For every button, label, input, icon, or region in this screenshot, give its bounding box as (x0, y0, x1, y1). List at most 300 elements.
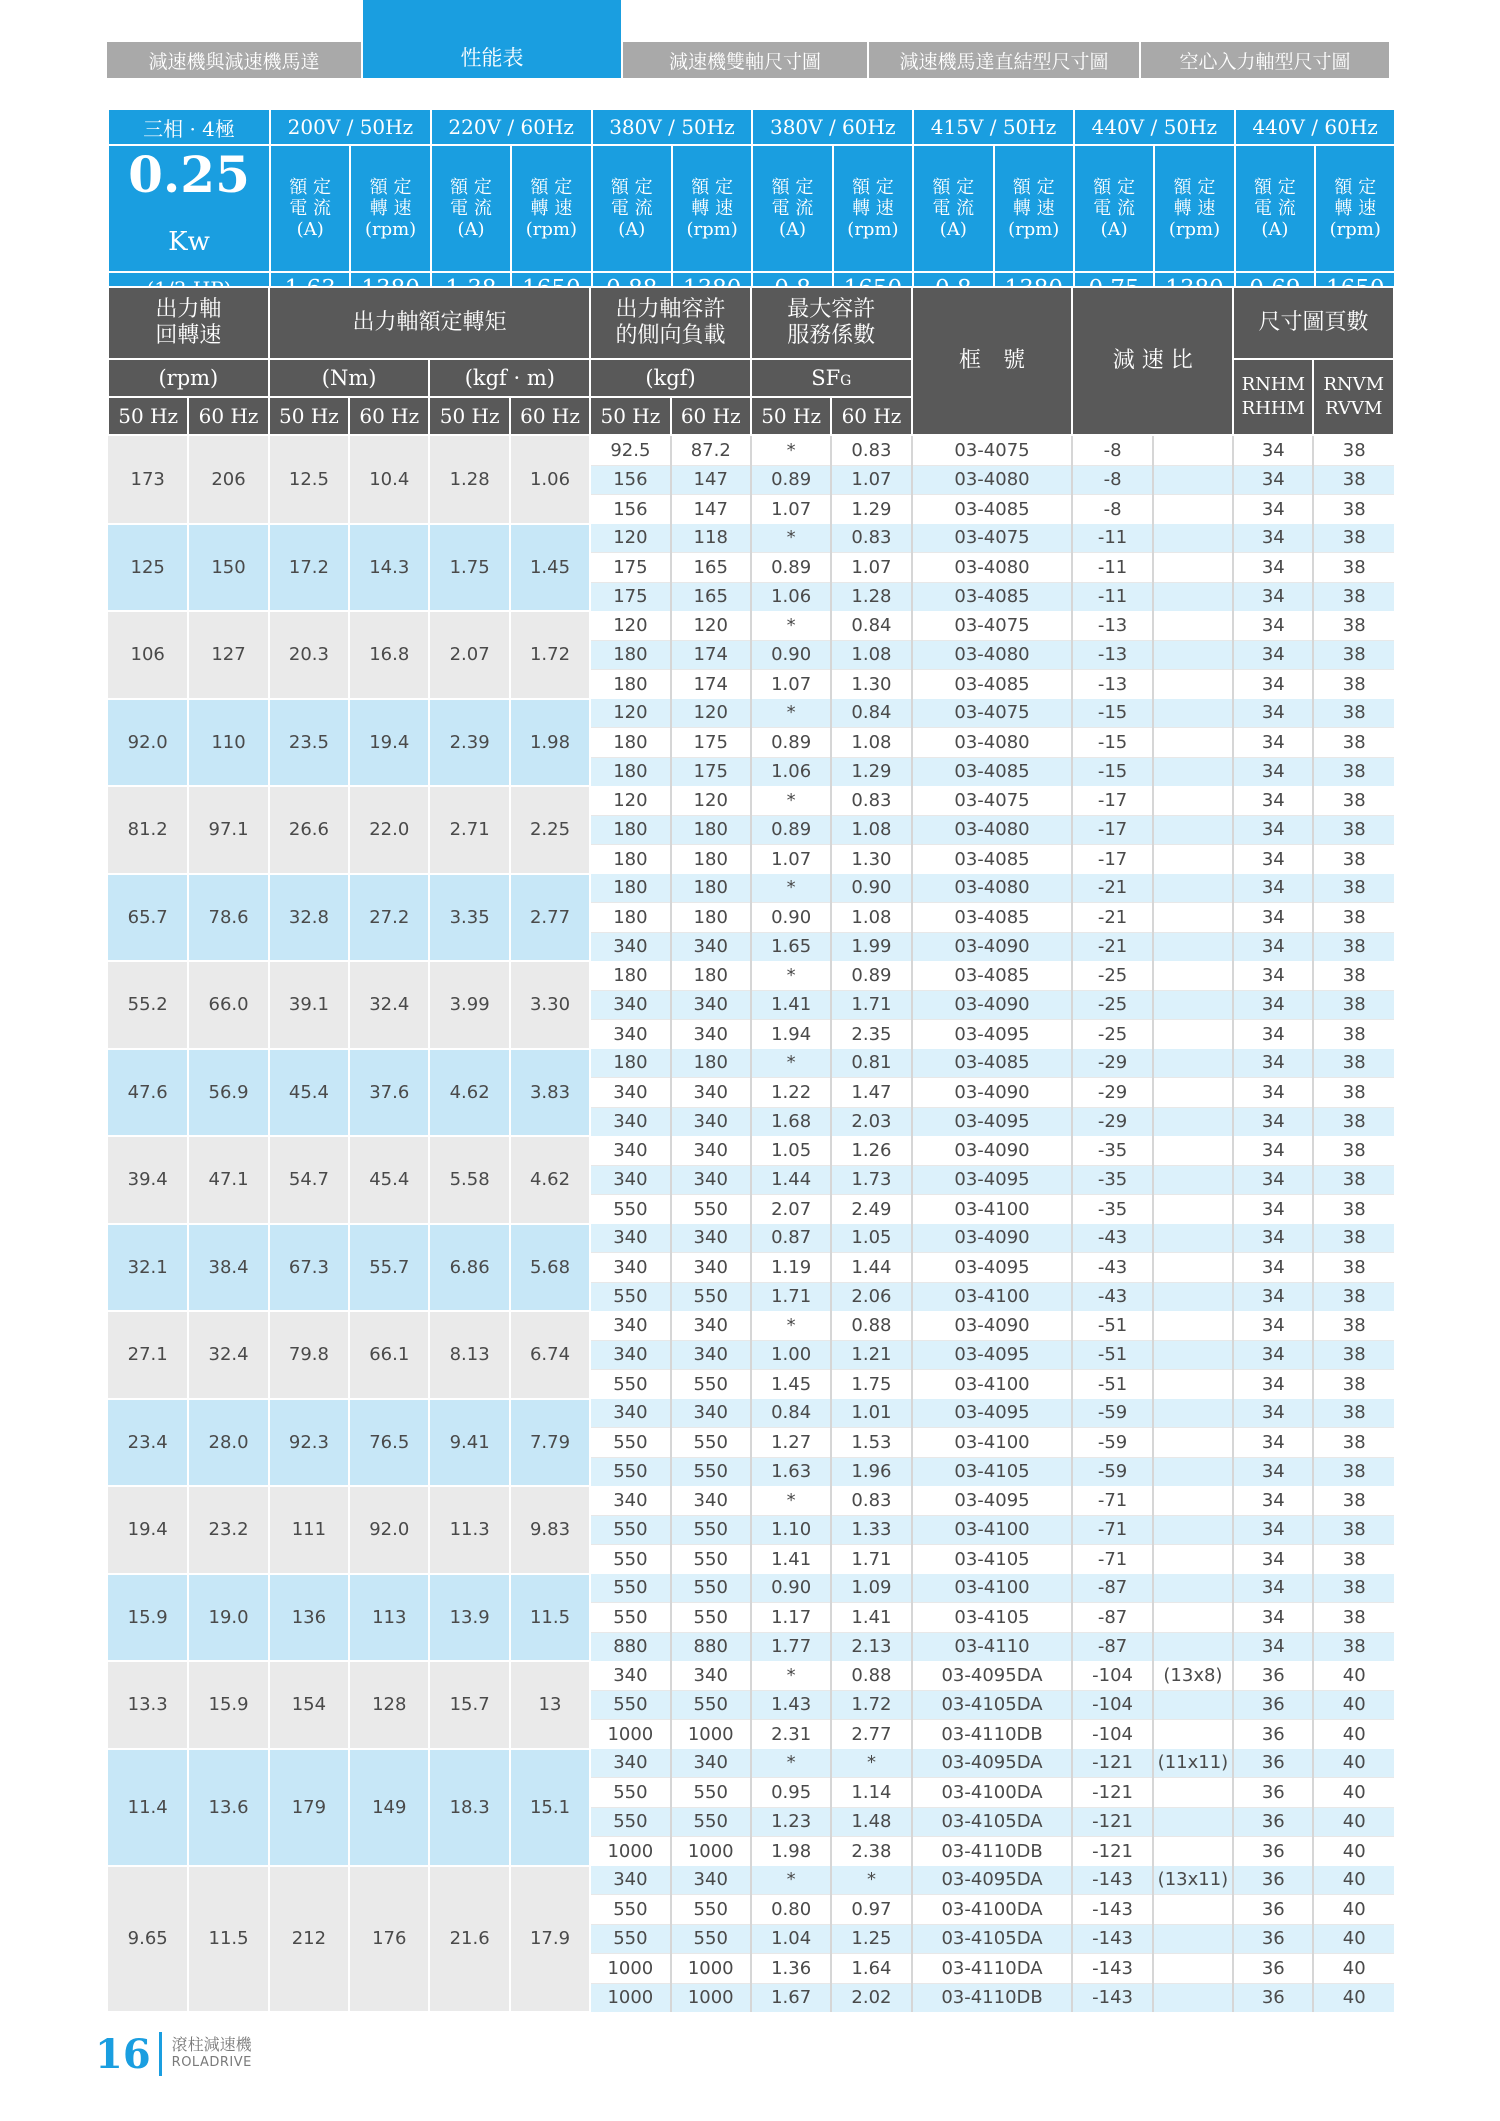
dim-page-horizontal: 34 (1233, 1632, 1313, 1661)
rated-current-label (913, 145, 993, 272)
torque-kgf-60hz: 13 (510, 1661, 590, 1749)
speed-50hz: 9.65 (108, 1866, 188, 2013)
motor-spec-table (107, 108, 1396, 307)
reduction-ratio: -87 (1072, 1603, 1152, 1633)
speed-60hz: 15.9 (188, 1661, 268, 1749)
ratio-note (1153, 1399, 1233, 1428)
frame-number: 03-4105 (912, 1545, 1073, 1574)
reduction-ratio: -87 (1072, 1574, 1152, 1603)
reduction-ratio: -104 (1072, 1661, 1152, 1690)
torque-kgf-50hz: 6.86 (429, 1224, 509, 1312)
tab-performance-table[interactable]: 性能表 (363, 0, 621, 78)
side-load-60hz: 1000 (671, 1983, 751, 2012)
frame-number: 03-4110DB (912, 1720, 1073, 1749)
dim-page-vertical: 38 (1313, 582, 1394, 611)
side-load-60hz: 1000 (671, 1954, 751, 1984)
ratio-note (1153, 786, 1233, 815)
service-factor-50hz: * (751, 1866, 831, 1895)
label-line: 額 定 (369, 177, 412, 198)
service-factor-60hz: 1.96 (831, 1457, 911, 1486)
torque-kgf-60hz: 6.74 (510, 1311, 590, 1399)
service-factor-50hz: 2.07 (751, 1195, 831, 1224)
dim-page-horizontal: 34 (1233, 495, 1313, 524)
dim-page-vertical: 40 (1313, 1983, 1394, 2012)
dim-page-horizontal: 36 (1233, 1749, 1313, 1778)
side-load-60hz: 340 (671, 1078, 751, 1108)
frame-number: 03-4105DA (912, 1924, 1073, 1954)
side-load-50hz: 180 (590, 903, 670, 933)
dim-page-horizontal: 36 (1233, 1983, 1313, 2012)
torque-kgf-60hz: 2.77 (510, 874, 590, 962)
service-factor-50hz: 1.05 (751, 1136, 831, 1165)
side-load-60hz: 550 (671, 1807, 751, 1837)
table-row (108, 1749, 1394, 1778)
service-factor-60hz: 1.26 (831, 1136, 911, 1165)
torque-nm-60hz: 32.4 (349, 961, 429, 1049)
frame-number: 03-4090 (912, 1136, 1073, 1165)
table-row (108, 699, 1394, 728)
ratio-note (1153, 728, 1233, 758)
ratio-note (1153, 1486, 1233, 1515)
service-factor-60hz: 0.84 (831, 611, 911, 640)
dim-page-horizontal: 34 (1233, 1020, 1313, 1049)
service-factor-60hz: 1.71 (831, 990, 911, 1020)
service-factor-50hz: 1.77 (751, 1632, 831, 1661)
rated-speed-label (1315, 145, 1395, 272)
dim-page-horizontal: 34 (1233, 1311, 1313, 1340)
reduction-ratio: -17 (1072, 845, 1152, 874)
label-line: 額 定 (289, 177, 332, 198)
service-factor-50hz: 0.84 (751, 1399, 831, 1428)
frame-number: 03-4085 (912, 582, 1073, 611)
torque-nm-50hz: 212 (269, 1866, 349, 2013)
ratio-note: (11x11) (1153, 1749, 1233, 1778)
service-factor-60hz: 1.09 (831, 1574, 911, 1603)
torque-nm-60hz: 14.3 (349, 524, 429, 612)
label-line: (rpm) (1168, 219, 1221, 240)
label-line: 電 流 (450, 198, 492, 219)
ratio-note (1153, 1545, 1233, 1574)
side-load-50hz: 340 (590, 1136, 670, 1165)
side-load-60hz: 550 (671, 1195, 751, 1224)
dim-page-horizontal: 34 (1233, 1399, 1313, 1428)
torque-kgf-50hz: 11.3 (429, 1486, 509, 1574)
dim-page-horizontal: 34 (1233, 1195, 1313, 1224)
service-factor-60hz: 1.21 (831, 1340, 911, 1370)
ratio-note (1153, 1690, 1233, 1720)
dim-page-vertical: 38 (1313, 1399, 1394, 1428)
service-factor-60hz: 1.07 (831, 465, 911, 495)
service-factor-60hz: 1.48 (831, 1807, 911, 1837)
dim-page-horizontal: 34 (1233, 757, 1313, 786)
frame-number: 03-4110DA (912, 1954, 1073, 1984)
table-row (108, 1486, 1394, 1515)
side-load-50hz: 92.5 (590, 435, 670, 465)
side-load-60hz: 340 (671, 1866, 751, 1895)
speed-60hz: 206 (188, 435, 268, 524)
service-factor-50hz: 0.89 (751, 465, 831, 495)
reduction-ratio: -35 (1072, 1195, 1152, 1224)
frame-number: 03-4090 (912, 990, 1073, 1020)
reduction-ratio: -13 (1072, 611, 1152, 640)
speed-60hz: 150 (188, 524, 268, 612)
dim-page-vertical: 38 (1313, 961, 1394, 990)
service-factor-60hz: 1.08 (831, 815, 911, 845)
speed-50hz: 47.6 (108, 1049, 188, 1137)
dim-page-horizontal: 34 (1233, 874, 1313, 903)
side-load-60hz: 1000 (671, 1837, 751, 1866)
frame-number: 03-4095 (912, 1107, 1073, 1136)
rated-speed-label (1154, 145, 1234, 272)
speed-50hz: 11.4 (108, 1749, 188, 1866)
dim-page-horizontal: 34 (1233, 1545, 1313, 1574)
reduction-ratio: -143 (1072, 1954, 1152, 1984)
torque-nm-50hz: 92.3 (269, 1399, 349, 1487)
frame-number: 03-4095 (912, 1340, 1073, 1370)
dim-page-vertical: 38 (1313, 1224, 1394, 1253)
service-factor-60hz: 2.49 (831, 1195, 911, 1224)
dim-page-vertical: 38 (1313, 1545, 1394, 1574)
reduction-ratio: -71 (1072, 1545, 1152, 1574)
service-factor-50hz: 1.23 (751, 1807, 831, 1837)
torque-nm-60hz: 45.4 (349, 1136, 429, 1224)
torque-kgf-50hz: 9.41 (429, 1399, 509, 1487)
torque-kgf-60hz: 1.06 (510, 435, 590, 524)
speed-50hz: 23.4 (108, 1399, 188, 1487)
torque-nm-50hz: 136 (269, 1574, 349, 1662)
speed-50hz: 27.1 (108, 1311, 188, 1399)
ratio-note (1153, 640, 1233, 670)
service-factor-60hz: 1.53 (831, 1428, 911, 1458)
service-factor-50hz: 2.31 (751, 1720, 831, 1749)
torque-nm-50hz: 79.8 (269, 1311, 349, 1399)
speed-60hz: 110 (188, 699, 268, 787)
tab-hollow-input-dimensions[interactable]: 空心入力軸型尺寸圖 (1141, 42, 1389, 78)
side-load-50hz: 1000 (590, 1837, 670, 1866)
frame-number: 03-4085 (912, 1049, 1073, 1078)
ratio-note (1153, 990, 1233, 1020)
torque-nm-50hz: 17.2 (269, 524, 349, 612)
side-load-60hz: 340 (671, 1136, 751, 1165)
label-line: (A) (939, 219, 967, 240)
tab-direct-coupled-dimensions[interactable]: 減速機馬達直結型尺寸圖 (869, 42, 1139, 78)
reduction-ratio: -51 (1072, 1311, 1152, 1340)
label-line: 額 定 (450, 177, 492, 198)
service-factor-50hz: 0.87 (751, 1224, 831, 1253)
service-factor-60hz: 2.03 (831, 1107, 911, 1136)
dim-page-vertical: 38 (1313, 495, 1394, 524)
label-line: 轉 速 (852, 198, 894, 219)
reduction-ratio: -15 (1072, 757, 1152, 786)
tab-dual-shaft-dimensions[interactable]: 減速機雙軸尺寸圖 (623, 42, 867, 78)
reduction-ratio: -121 (1072, 1837, 1152, 1866)
table-row (108, 1399, 1394, 1428)
side-load-50hz: 550 (590, 1195, 670, 1224)
header-60hz: 60 Hz (349, 397, 429, 435)
torque-kgf-60hz: 9.83 (510, 1486, 590, 1574)
side-load-60hz: 550 (671, 1282, 751, 1311)
dim-page-horizontal: 34 (1233, 1574, 1313, 1603)
side-load-50hz: 120 (590, 699, 670, 728)
label-line: 電 流 (610, 198, 653, 219)
reduction-ratio: -43 (1072, 1224, 1152, 1253)
dim-page-horizontal: 34 (1233, 903, 1313, 933)
side-load-50hz: 156 (590, 495, 670, 524)
tab-reducers[interactable]: 減速機與減速機馬達 (107, 42, 361, 78)
torque-nm-50hz: 111 (269, 1486, 349, 1574)
speed-60hz: 97.1 (188, 786, 268, 874)
torque-nm-50hz: 67.3 (269, 1224, 349, 1312)
ratio-note (1153, 845, 1233, 874)
dim-page-vertical: 38 (1313, 728, 1394, 758)
side-load-50hz: 880 (590, 1632, 670, 1661)
side-load-50hz: 550 (590, 1457, 670, 1486)
service-factor-50hz: 1.94 (751, 1020, 831, 1049)
reduction-ratio: -13 (1072, 640, 1152, 670)
frame-number: 03-4100 (912, 1428, 1073, 1458)
dim-page-horizontal: 34 (1233, 815, 1313, 845)
frame-number: 03-4085 (912, 757, 1073, 786)
dim-page-horizontal: 34 (1233, 699, 1313, 728)
torque-kgf-50hz: 4.62 (429, 1049, 509, 1137)
table-row (108, 1311, 1394, 1340)
torque-kgf-60hz: 3.30 (510, 961, 590, 1049)
torque-kgf-60hz: 17.9 (510, 1866, 590, 2013)
header-dimension-page: 尺寸圖頁數 (1233, 287, 1394, 359)
frame-number: 03-4095DA (912, 1749, 1073, 1778)
label-line: 轉 速 (530, 198, 573, 219)
side-load-50hz: 550 (590, 1924, 670, 1954)
label-line: 轉 速 (691, 198, 734, 219)
reduction-ratio: -25 (1072, 1020, 1152, 1049)
side-load-60hz: 175 (671, 728, 751, 758)
dim-page-horizontal: 34 (1233, 553, 1313, 583)
service-factor-60hz: 1.01 (831, 1399, 911, 1428)
reduction-ratio: -17 (1072, 786, 1152, 815)
torque-kgf-50hz: 18.3 (429, 1749, 509, 1866)
service-factor-50hz: 1.36 (751, 1954, 831, 1984)
side-load-60hz: 147 (671, 465, 751, 495)
service-factor-60hz: 1.73 (831, 1165, 911, 1195)
service-factor-50hz: 0.90 (751, 640, 831, 670)
table-row (108, 1574, 1394, 1603)
dim-page-vertical: 38 (1313, 1049, 1394, 1078)
table-row (108, 1866, 1394, 1895)
service-factor-50hz: * (751, 1486, 831, 1515)
header-50hz: 50 Hz (429, 397, 509, 435)
service-factor-50hz: * (751, 1311, 831, 1340)
rated-current-label (270, 145, 350, 272)
service-factor-60hz: 1.64 (831, 1954, 911, 1984)
speed-60hz: 19.0 (188, 1574, 268, 1662)
reduction-ratio: -59 (1072, 1428, 1152, 1458)
frame-number: 03-4100 (912, 1370, 1073, 1399)
table-row (108, 961, 1394, 990)
reduction-ratio: -8 (1072, 435, 1152, 465)
side-load-50hz: 550 (590, 1690, 670, 1720)
service-factor-60hz: 1.14 (831, 1778, 911, 1808)
side-load-50hz: 550 (590, 1515, 670, 1545)
dim-page-vertical: 38 (1313, 990, 1394, 1020)
label-line: 轉 速 (1173, 198, 1216, 219)
service-factor-60hz: 0.83 (831, 524, 911, 553)
side-load-60hz: 550 (671, 1778, 751, 1808)
ratio-note (1153, 1778, 1233, 1808)
dim-page-horizontal: 34 (1233, 1078, 1313, 1108)
reduction-ratio: -121 (1072, 1749, 1152, 1778)
side-load-60hz: 180 (671, 815, 751, 845)
dim-page-vertical: 38 (1313, 1428, 1394, 1458)
sf-symbol: SFG (751, 359, 912, 397)
torque-kgf-60hz: 1.72 (510, 611, 590, 699)
rated-speed-label (350, 145, 430, 272)
header-ratio: 減 速 比 (1072, 287, 1233, 435)
dim-page-vertical: 38 (1313, 640, 1394, 670)
service-factor-50hz: 0.89 (751, 815, 831, 845)
dim-page-vertical: 38 (1313, 1107, 1394, 1136)
page-number: 16 (95, 2030, 151, 2078)
dim-page-horizontal: 34 (1233, 1603, 1313, 1633)
dim-page-horizontal: 34 (1233, 1457, 1313, 1486)
service-factor-60hz: 2.13 (831, 1632, 911, 1661)
side-load-50hz: 550 (590, 1574, 670, 1603)
reduction-ratio: -8 (1072, 495, 1152, 524)
dim-page-horizontal: 34 (1233, 1486, 1313, 1515)
rated-current-label (752, 145, 832, 272)
service-factor-50hz: * (751, 961, 831, 990)
side-load-50hz: 180 (590, 815, 670, 845)
dim-page-vertical: 40 (1313, 1866, 1394, 1895)
dim-page-vertical: 38 (1313, 1574, 1394, 1603)
dim-page-horizontal: 34 (1233, 1515, 1313, 1545)
side-load-50hz: 120 (590, 611, 670, 640)
page-footer (95, 2024, 252, 2084)
voltage-label: 200V / 50Hz (270, 109, 431, 145)
service-factor-50hz: 1.63 (751, 1457, 831, 1486)
side-load-50hz: 180 (590, 728, 670, 758)
torque-nm-60hz: 16.8 (349, 611, 429, 699)
label-line: (rpm) (525, 219, 577, 240)
service-factor-60hz: 1.71 (831, 1545, 911, 1574)
reduction-ratio: -143 (1072, 1895, 1152, 1925)
ratio-note: (13x8) (1153, 1661, 1233, 1690)
speed-60hz: 38.4 (188, 1224, 268, 1312)
table-row (108, 786, 1394, 815)
side-load-50hz: 340 (590, 990, 670, 1020)
table-row (108, 1136, 1394, 1165)
label-line: (rpm) (1008, 219, 1060, 240)
service-factor-60hz: 0.83 (831, 786, 911, 815)
unit-nm: (Nm) (269, 359, 430, 397)
side-load-50hz: 120 (590, 786, 670, 815)
service-factor-60hz: 1.44 (831, 1253, 911, 1283)
speed-50hz: 81.2 (108, 786, 188, 874)
ratio-note (1153, 1136, 1233, 1165)
side-load-50hz: 1000 (590, 1720, 670, 1749)
service-factor-50hz: 1.65 (751, 932, 831, 961)
speed-50hz: 15.9 (108, 1574, 188, 1662)
torque-nm-60hz: 10.4 (349, 435, 429, 524)
ratio-note (1153, 874, 1233, 903)
side-load-50hz: 340 (590, 1165, 670, 1195)
voltage-label: 380V / 60Hz (752, 109, 913, 145)
side-load-50hz: 120 (590, 524, 670, 553)
brand-name-cn: 滾柱減速機 (171, 2035, 252, 2054)
torque-kgf-50hz: 1.28 (429, 435, 509, 524)
service-factor-50hz: * (751, 1661, 831, 1690)
dim-page-vertical: 38 (1313, 1020, 1394, 1049)
reduction-ratio: -71 (1072, 1515, 1152, 1545)
side-load-60hz: 550 (671, 1574, 751, 1603)
torque-nm-60hz: 22.0 (349, 786, 429, 874)
torque-nm-50hz: 154 (269, 1661, 349, 1749)
side-load-60hz: 174 (671, 640, 751, 670)
dim-page-vertical: 38 (1313, 1632, 1394, 1661)
side-load-50hz: 175 (590, 582, 670, 611)
dim-page-horizontal: 36 (1233, 1895, 1313, 1925)
dim-page-vertical: 38 (1313, 435, 1394, 465)
ratio-note (1153, 1049, 1233, 1078)
service-factor-50hz: 1.44 (751, 1165, 831, 1195)
torque-kgf-50hz: 15.7 (429, 1661, 509, 1749)
service-factor-60hz: 0.90 (831, 874, 911, 903)
service-factor-60hz: 1.41 (831, 1603, 911, 1633)
service-factor-50hz: 1.06 (751, 757, 831, 786)
label-line: 額 定 (691, 177, 734, 198)
dim-page-vertical: 40 (1313, 1895, 1394, 1925)
torque-nm-50hz: 32.8 (269, 874, 349, 962)
label-line: (rpm) (364, 219, 417, 240)
frame-number: 03-4105 (912, 1603, 1073, 1633)
service-factor-50hz: 1.06 (751, 582, 831, 611)
table-row (108, 874, 1394, 903)
frame-number: 03-4085 (912, 495, 1073, 524)
frame-number: 03-4080 (912, 728, 1073, 758)
speed-60hz: 23.2 (188, 1486, 268, 1574)
torque-nm-60hz: 128 (349, 1661, 429, 1749)
side-load-50hz: 180 (590, 845, 670, 874)
torque-kgf-60hz: 1.98 (510, 699, 590, 787)
reduction-ratio: -29 (1072, 1049, 1152, 1078)
dim-page-horizontal: 34 (1233, 1370, 1313, 1399)
brand-logo (172, 2036, 252, 2072)
dim-page-horizontal: 36 (1233, 1837, 1313, 1866)
service-factor-60hz: 0.83 (831, 435, 911, 465)
service-factor-60hz: 1.29 (831, 757, 911, 786)
dim-page-vertical: 38 (1313, 1515, 1394, 1545)
dim-page-horizontal: 34 (1233, 1049, 1313, 1078)
side-load-60hz: 550 (671, 1603, 751, 1633)
voltage-label: 440V / 50Hz (1074, 109, 1235, 145)
frame-number: 03-4080 (912, 874, 1073, 903)
frame-number: 03-4090 (912, 1311, 1073, 1340)
label-line: 轉 速 (1012, 198, 1055, 219)
side-load-50hz: 180 (590, 640, 670, 670)
side-load-60hz: 340 (671, 932, 751, 961)
dim-page-horizontal: 36 (1233, 1954, 1313, 1984)
side-load-60hz: 180 (671, 961, 751, 990)
rated-current-label (431, 145, 511, 272)
service-factor-60hz: 0.81 (831, 1049, 911, 1078)
frame-number: 03-4075 (912, 786, 1073, 815)
frame-number: 03-4075 (912, 611, 1073, 640)
dim-page-vertical: 40 (1313, 1954, 1394, 1984)
label-line: 電 流 (1254, 198, 1296, 219)
dim-page-vertical: 38 (1313, 1311, 1394, 1340)
speed-60hz: 32.4 (188, 1311, 268, 1399)
torque-kgf-60hz: 11.5 (510, 1574, 590, 1662)
service-factor-60hz: 1.99 (831, 932, 911, 961)
